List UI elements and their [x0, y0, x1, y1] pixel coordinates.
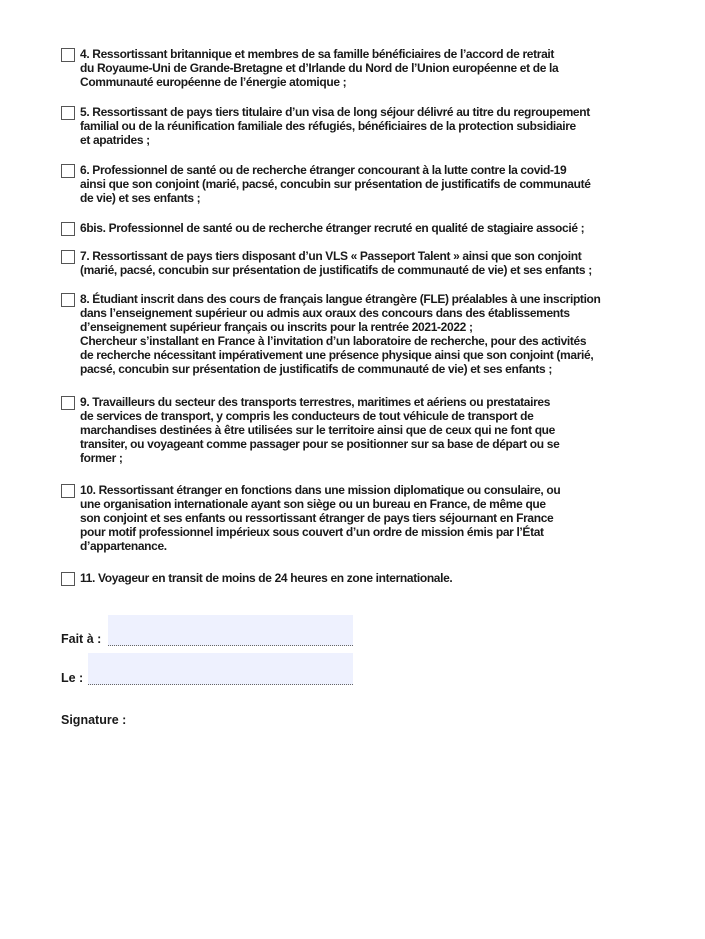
label-line: familial ou de la réunification familiale des réfugiés, bénéficiaires de la protection subsidiaire — [80, 119, 576, 133]
label-line: pour motif professionnel impérieux sous couvert d’un ordre de mission émis par l’État — [80, 525, 544, 539]
date-input[interactable] — [88, 653, 353, 685]
label-line: d’enseignement supérieur français ou inscrits pour la rentrée 2021-2022 ; — [80, 320, 473, 334]
place-input[interactable] — [108, 615, 353, 646]
date-label: Le : — [61, 671, 84, 685]
label-line: Chercheur s’installant en France à l’invitation d’un laboratoire de recherche, pour des activités — [80, 334, 587, 348]
label-line: transiter, ou voyageant comme passager pour se positionner sur sa base de départ ou se — [80, 437, 560, 451]
label-line: une organisation internationale ayant son siège ou un bureau en France, de même que — [80, 497, 546, 511]
label-line: 10. Ressortissant étranger en fonctions dans une mission diplomatique ou consulaire, ou — [80, 483, 561, 497]
checkbox[interactable] — [61, 164, 75, 178]
label-line: d’appartenance. — [80, 539, 167, 553]
checkbox-label — [80, 395, 559, 465]
checkbox[interactable] — [61, 484, 75, 498]
label-line: 7. Ressortissant de pays tiers disposant d’un VLS « Passeport Talent » ainsi que son conjoint — [80, 249, 582, 263]
checkbox-label — [80, 47, 558, 89]
label-line: (marié, pacsé, concubin sur présentation de justificatifs de communauté de vie) et ses enfants ; — [80, 263, 592, 277]
label-line: 11. Voyageur en transit de moins de 24 heures en zone internationale. — [80, 571, 453, 585]
checkbox[interactable] — [61, 293, 75, 307]
checkbox-label — [80, 163, 591, 205]
label-line: son conjoint et ses enfants ou ressortissant étranger de pays tiers séjournant en France — [80, 511, 554, 525]
place-label: Fait à : — [61, 632, 102, 646]
checkbox-label — [80, 105, 590, 147]
checkbox[interactable] — [61, 106, 75, 120]
checkbox[interactable] — [61, 250, 75, 264]
label-line: dans l’enseignement supérieur ou admis aux oraux des concours dans des établissements — [80, 306, 570, 320]
label-line: Communauté européenne de l’énergie atomique ; — [80, 75, 347, 89]
label-line: pacsé, concubin sur présentation de justificatifs de communauté de vie) et ses enfants ; — [80, 362, 552, 376]
label-line: et apatrides ; — [80, 133, 150, 147]
checkbox[interactable] — [61, 222, 75, 236]
label-line: de recherche nécessitant impérativement une présence physique ainsi que son conjoint (marié, — [80, 348, 594, 362]
checkbox-label — [80, 249, 592, 277]
checkbox-label — [80, 483, 560, 553]
label-line: 5. Ressortissant de pays tiers titulaire d’un visa de long séjour délivré au titre du regroupement — [80, 105, 590, 119]
label-line: de vie) et ses enfants ; — [80, 191, 201, 205]
label-line: marchandises destinées à être utilisées sur le territoire ainsi que de ceux qui ne font que — [80, 423, 555, 437]
label-line: de services de transport, y compris les conducteurs de tout véhicule de transport de — [80, 409, 534, 423]
label-line: ainsi que son conjoint (marié, pacsé, concubin sur présentation de justificatifs de communauté — [80, 177, 591, 191]
checkbox[interactable] — [61, 396, 75, 410]
label-line: 4. Ressortissant britannique et membres de sa famille bénéficiaires de l’accord de retrait — [80, 47, 555, 61]
checkbox-label — [80, 292, 601, 376]
label-line: 6bis. Professionnel de santé ou de recherche étranger recruté en qualité de stagiaire associé ; — [80, 221, 585, 235]
label-line: 8. Étudiant inscrit dans des cours de français langue étrangère (FLE) préalables à une inscription — [80, 292, 601, 306]
label-line: 6. Professionnel de santé ou de recherche étranger concourant à la lutte contre la covid-19 — [80, 163, 567, 177]
checkbox-label — [80, 221, 584, 235]
label-line: 9. Travailleurs du secteur des transports terrestres, maritimes et aériens ou prestataires — [80, 395, 551, 409]
label-line: former ; — [80, 451, 123, 465]
checkbox[interactable] — [61, 48, 75, 62]
label-line: du Royaume-Uni de Grande-Bretagne et d’Irlande du Nord de l’Union européenne et de la — [80, 61, 559, 75]
checkbox-label — [80, 571, 452, 585]
checkbox[interactable] — [61, 572, 75, 586]
signature-label: Signature : — [61, 713, 127, 727]
